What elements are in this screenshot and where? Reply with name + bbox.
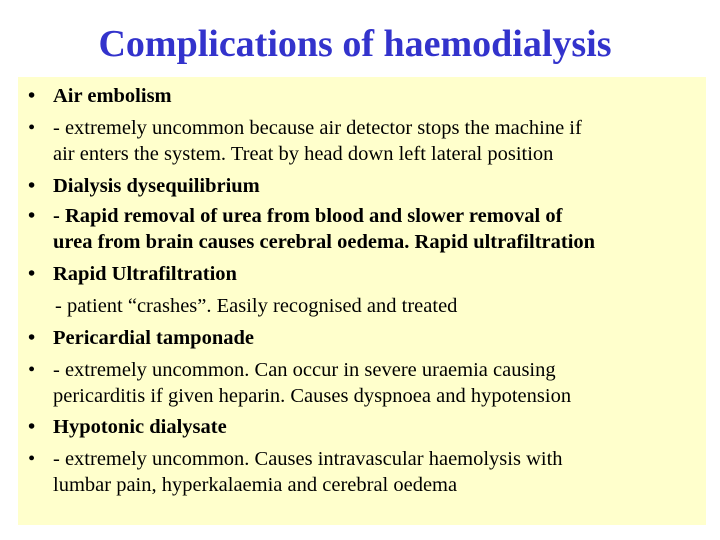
bullet-icon: • [28,85,36,107]
item-text-line: - extremely uncommon. Can occur in severe uraemia causing [53,359,556,381]
bullet-icon: • [28,205,36,227]
bullet-icon: • [28,327,36,349]
item-text-line: Air embolism [53,85,172,107]
item-text-line: - Rapid removal of urea from blood and slower removal of [53,205,563,227]
slide-title: Complications of haemodialysis [98,23,612,65]
item-text-line: lumbar pain, hyperkalaemia and cerebral oedema [53,474,458,496]
item-text-line: - patient “crashes”. Easily recognised and treated [55,295,458,317]
item-text-line: Pericardial tamponade [53,327,254,349]
item-text-line: air enters the system. Treat by head down left lateral position [53,143,554,165]
item-text-line: - extremely uncommon because air detector stops the machine if [53,117,582,139]
item-text-line: Hypotonic dialysate [53,416,227,438]
item-text-line: Rapid Ultrafiltration [53,263,237,285]
bullet-icon: • [28,416,36,438]
bullet-icon: • [28,359,36,381]
item-text-line: urea from brain causes cerebral oedema. Rapid ultrafiltration [53,231,596,253]
item-text-line: Dialysis dysequilibrium [53,175,260,197]
bullet-icon: • [28,175,36,197]
item-text-line: pericarditis if given heparin. Causes dyspnoea and hypotension [53,385,572,407]
bullet-icon: • [28,263,36,285]
bullet-icon: • [28,117,36,139]
item-text-line: - extremely uncommon. Causes intravascular haemolysis with [53,448,563,470]
bullet-icon: • [28,448,36,470]
